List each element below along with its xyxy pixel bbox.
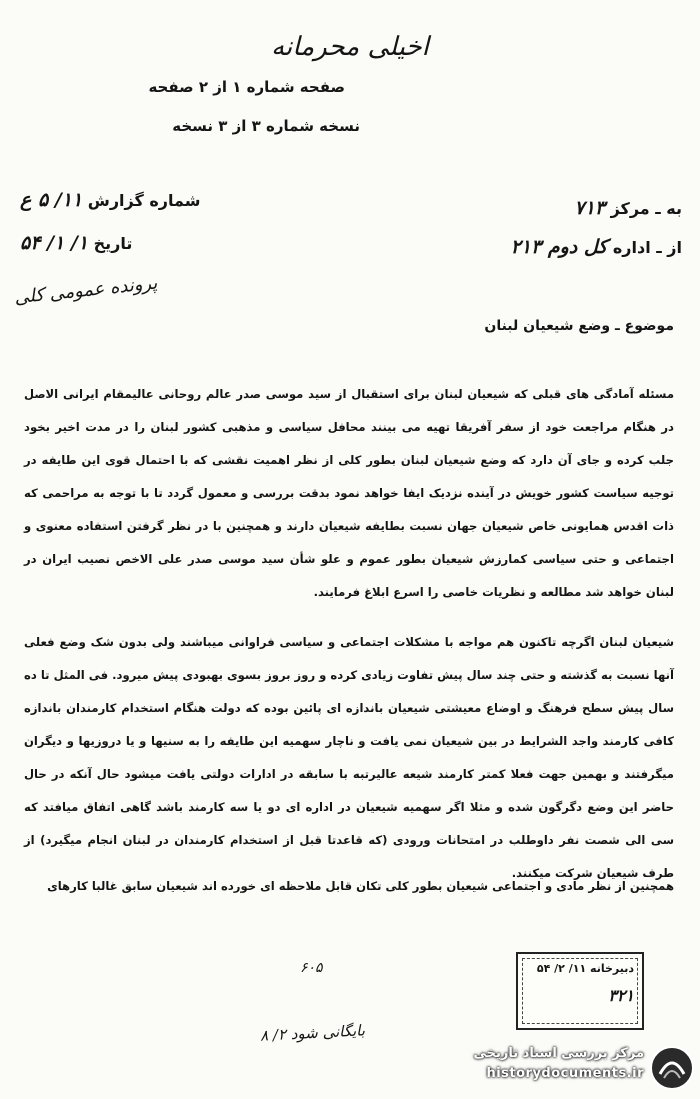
report-date-label: تاریخ [93,234,133,253]
handwritten-classification: اخیلی محرمانه [271,32,429,62]
watermark [440,1042,700,1099]
recipient-label: به ـ مرکز [610,199,682,218]
report-date-value: ۱/ ۱/ ۵۴ [20,232,88,254]
report-number-value: ۱۱/ ۵ ع [20,189,83,211]
sender-value: کل دوم ۲۱۳ [510,236,608,258]
stamp-date: دبیرخانه ۱۱/ ۲/ ۵۴ [536,962,634,975]
watermark-url: historydocuments.ir [486,1066,644,1081]
handwritten-archive-note: بایگانی شود ۲/ ۸ [259,1021,366,1045]
report-date-row [20,232,132,254]
sender-row [511,236,682,258]
recipient-value: ۷۱۳ [574,197,605,219]
handwritten-number: ۶۰۵ [300,960,323,976]
recipient-row [574,197,682,219]
body-paragraph-2: شیعیان لبنان اگرچه تاکنون هم مواجه با مشکلات اجتماعی و سیاسی فراوانی میباشند ولی بدون شک وضع فعلی آنها نسبت به گذشته و حتی چند سال پیش تفاوت زیادی کرده و روز بروز بسوی بهبودی پیش میرود. فی المثل تا ده سال پیش سطح فرهنگ و اوضاع معیشتی شیعیان باندازه ای پائین بوده که دولت هنگام استخدام کارمندان باندازه کافی کارمند واجد الشرایط در بین شیعیان نمی یافت و ناچار سهمیه این طایفه را به سنیها و یا دروزیها و دیگران میگرفتند و بهمین جهت فعلا کمتر کارمند شیعه عالیرتبه با سابقه در ادارات دولتی یافت میشود حال آنکه در حال حاضر این وضع دگرگون شده و مثلا اگر سهمیه شیعیان در اداره ای دو یا سه کارمند باشد گاهی اتفاق میافتد که سی الی شصت نفر داوطلب در امتحانات ورودی (که قاعدتا قبل از استخدام کارمندان در لبنان انجام میگیرد) از طرف شیعیان شرکت میکنند. [24,635,674,880]
subject-value: وضع شیعیان لبنان [484,318,611,334]
body-paragraph-1: مسئله آمادگی های قبلی که شیعیان لبنان برای استقبال از سید موسی صدر عالم روحانی عالیمقام ایرانی الاصل در هنگام مراجعت خود از سفر آفریقا تهیه می بینند محافل سیاسی و مذهبی کشور لبنان را در مدت اخیر بخود جلب کرده و جای آن دارد که وضع شیعیان لبنان بطور کلی از نظر اهمیت نقشی که با احتمال قوی این طایفه در توجیه سیاست کشور خویش در آینده نزدیک ایفا خواهد نمود بدقت بررسی و معمول گردد تا با توجه به مراحمی که ذات اقدس همایونی خاص شیعیان جهان نسبت بطایفه شیعیان دارند و همچنین با در نظر گرفتن استفاده معنوی و اجتماعی و حتی سیاسی کمارزش شیعیان بطور عموم و علو شأن سید موسی صدر علی الاخص نصیب ایران در لبنان خواهد شد مطالعه و نظریات خاصی را اسرع ابلاغ فرمایند. [24,387,674,599]
stamp-number: ۳۲۱ [608,986,634,1005]
handwritten-file-note: پرونده عمومی کلی [13,272,159,309]
report-number-row [20,189,200,211]
archive-logo-icon [648,1044,696,1092]
body-paragraph-3: همچنین از نظر مادی و اجتماعی شیعیان بطور کلی تکان قابل ملاحظه ای خورده اند شیعیان سابق غالبا کارهای [47,879,674,893]
page-number-line: صفحه شماره ۱ از ۲ صفحه [148,78,345,96]
sender-label: از ـ اداره [612,238,682,257]
subject-label: موضوع ـ [615,318,674,334]
watermark-persian: مرکز بررسی اسناد تاریخی [473,1046,644,1061]
subject-line [484,318,674,334]
registry-stamp [516,952,644,1030]
report-number-label: شماره گزارش [87,191,201,210]
copy-number-line: نسخه شماره ۳ از ۳ نسخه [172,117,360,135]
